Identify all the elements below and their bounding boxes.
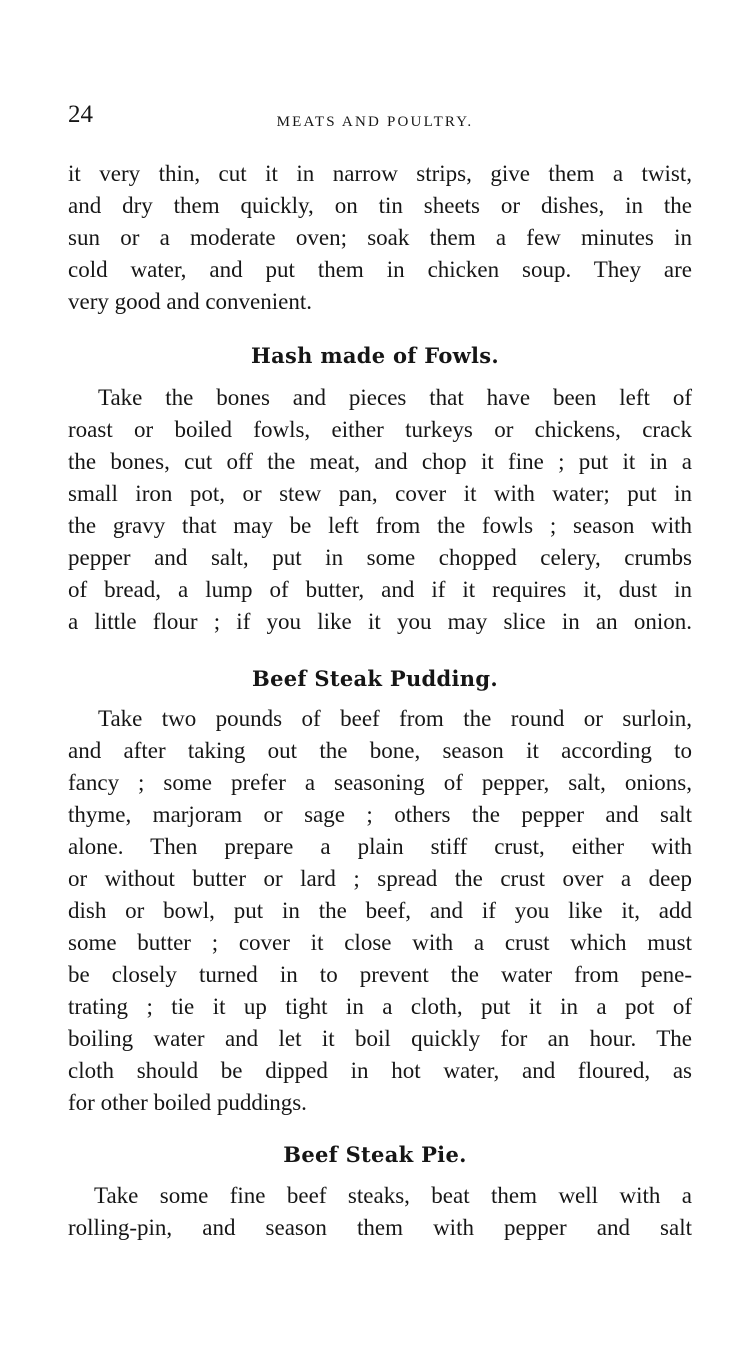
paragraph-line: dish or bowl, put in the beef, and if you like it, add (68, 898, 692, 923)
paragraph-line: it very thin, cut it in narrow strips, give them a twist, (68, 161, 692, 186)
paragraph-line: rolling-pin, and season them with pepper and salt (68, 1215, 692, 1240)
paragraph-line: some butter ; cover it close with a crust which must (68, 930, 692, 955)
page-number: 24 (68, 101, 93, 128)
paragraph-line: the bones, cut off the meat, and chop it fine ; put it in a (68, 449, 692, 474)
paragraph-line: roast or boiled fowls, either turkeys or chickens, crack (68, 417, 692, 442)
paragraph-line: sun or a moderate oven; soak them a few minutes in (68, 225, 692, 250)
paragraph-line: boiling water and let it boil quickly for an hour. The (68, 1026, 692, 1051)
recipe-heading-beef-steak-pie: Beef Steak Pie. (283, 1142, 467, 1167)
running-head: MEATS AND POULTRY. (276, 114, 474, 130)
paragraph-line: pepper and salt, put in some chopped celery, crumbs (68, 545, 692, 570)
paragraph-line: of bread, a lump of butter, and if it requires it, dust in (68, 577, 692, 602)
recipe-heading-hash-made-of-fowls: Hash made of Fowls. (250, 343, 500, 368)
paragraph-line: cold water, and put them in chicken soup. They are (68, 257, 692, 282)
recipe-heading-beef-steak-pudding: Beef Steak Pudding. (252, 666, 498, 691)
paragraph-line: the gravy that may be left from the fowls ; season with (68, 513, 692, 538)
paragraph-line: Take some fine beef steaks, beat them well with a (94, 1183, 692, 1208)
paragraph-line: a little flour ; if you like it you may slice in an onion. (68, 609, 692, 634)
paragraph-line: small iron pot, or stew pan, cover it with water; put in (68, 481, 692, 506)
paragraph-line: cloth should be dipped in hot water, and floured, as (68, 1058, 692, 1083)
continuation-paragraph (68, 158, 692, 318)
recipe-body-hash-made-of-fowls (68, 382, 692, 638)
paragraph-line: Take two pounds of beef from the round or surloin, (98, 706, 692, 731)
recipe-body-beef-steak-pudding (68, 703, 692, 1119)
paragraph-line: and after taking out the bone, season it according to (68, 738, 692, 763)
paragraph-line: alone. Then prepare a plain stiff crust, either with (68, 834, 692, 859)
paragraph-line: Take the bones and pieces that have been left of (98, 385, 692, 410)
paragraph-line: thyme, marjoram or sage ; others the pepper and salt (68, 802, 692, 827)
recipe-body-beef-steak-pie (68, 1180, 692, 1244)
paragraph-line: be closely turned in to prevent the water from pene- (68, 962, 692, 987)
paragraph-line: fancy ; some prefer a seasoning of pepper, salt, onions, (68, 770, 692, 795)
paragraph-line: for other boiled puddings. (68, 1090, 307, 1115)
paragraph-line: very good and convenient. (68, 289, 312, 314)
paragraph-line: or without butter or lard ; spread the crust over a deep (68, 866, 692, 891)
paragraph-line: trating ; tie it up tight in a cloth, put it in a pot of (68, 994, 692, 1019)
paragraph-line: and dry them quickly, on tin sheets or dishes, in the (68, 193, 692, 218)
